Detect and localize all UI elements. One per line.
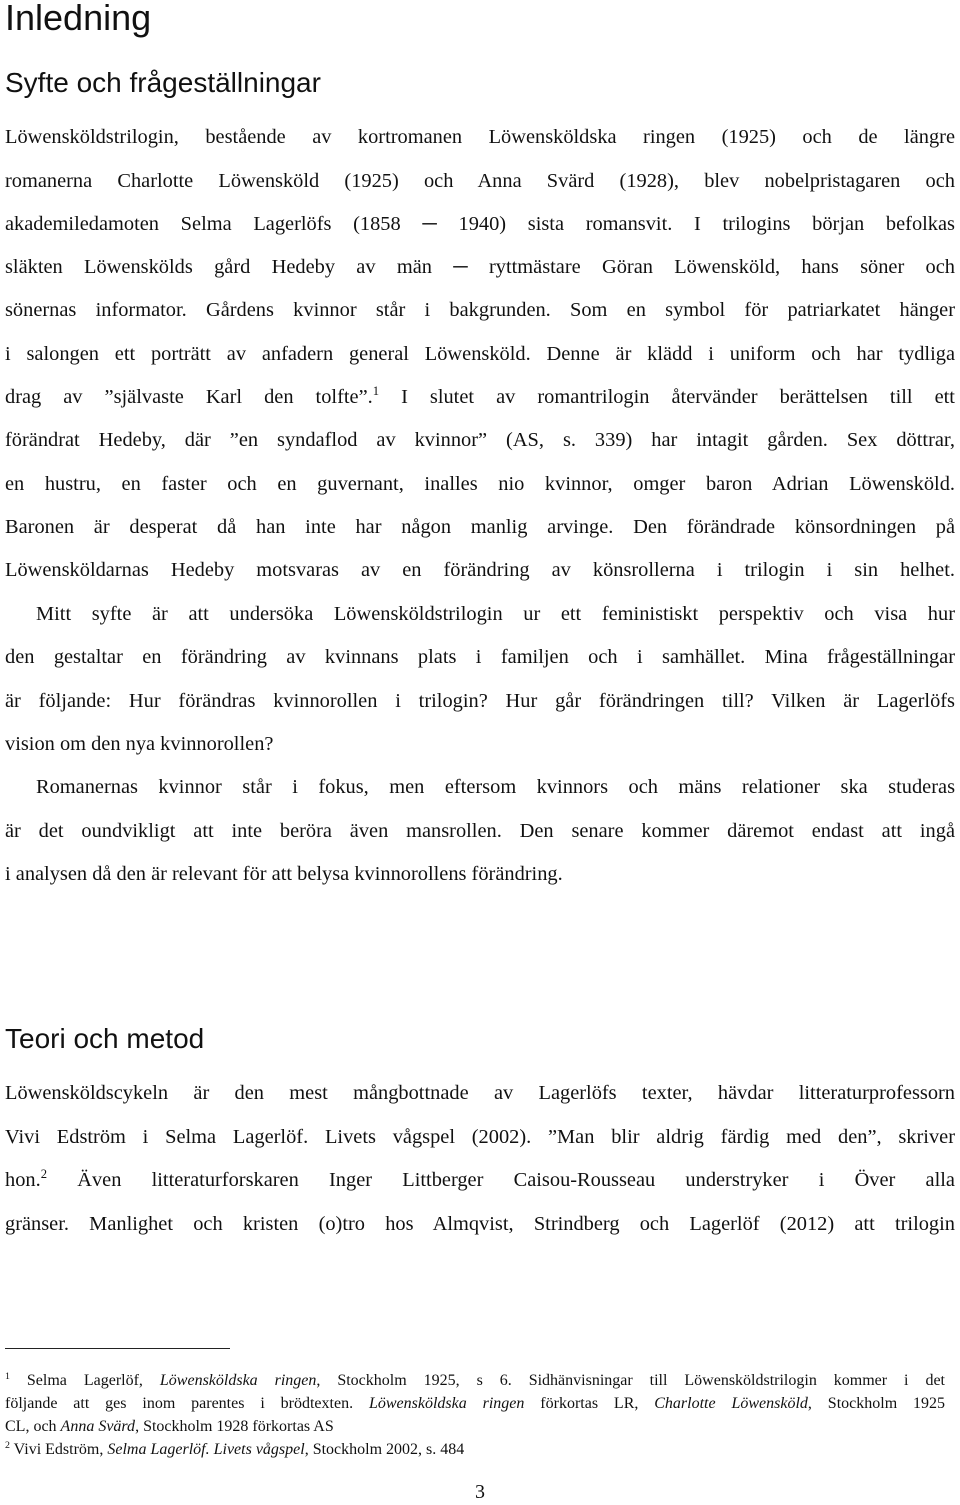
footnote-text: Vivi Edström, <box>13 1441 108 1458</box>
text-line: Löwensköldstrilogin, bestående av kortromanen Löwensköldska ringen (1925) och de längre <box>5 126 955 148</box>
text-line <box>5 384 955 410</box>
text-segment: I slutet av romantrilogin återvänder berättelsen till ett <box>401 386 955 408</box>
footnote-text: , Stockholm 1925, s 6. Sidhänvisningar till Löwensköldstrilogin kommer i det <box>316 1372 945 1389</box>
text-line: Baronen är desperat då han inte har någon manlig arvinge. Den förändrade könsordningen på <box>5 516 955 538</box>
text-segment: hon. <box>5 1169 41 1191</box>
footnote-2-line <box>5 1440 945 1460</box>
text-line: en hustru, en faster och en guvernant, inalles nio kvinnor, omger baron Adrian Löwensköld. <box>5 473 955 495</box>
footnote-1-line <box>5 1394 945 1414</box>
text-segment: drag av ”självaste Karl den tolfte”. <box>5 386 373 408</box>
text-line: Mitt syfte är att undersöka Löwensköldstrilogin ur ett feministiskt perspektiv och visa hur <box>36 603 955 625</box>
section-title-teori: Teori och metod <box>5 1023 205 1054</box>
footnote-title: Löwensköldska ringen <box>159 1372 317 1389</box>
footnote-title: Selma Lagerlöf. Livets vågspel <box>107 1441 305 1458</box>
footnote-title: Charlotte Löwensköld <box>654 1395 808 1412</box>
text-line <box>5 1167 955 1193</box>
text-line: Löwensköldarnas Hedeby motsvaras av en förändring av könsrollerna i trilogin i sin helhet. <box>5 559 955 581</box>
text-line: släkten Löwenskölds gård Hedeby av män ─ ryttmästare Göran Löwensköld, hans söner och <box>5 256 955 278</box>
text-line: i salongen ett porträtt av anfadern general Löwensköld. Denne är klädd i uniform och har tydliga <box>5 343 955 365</box>
page-number: 3 <box>475 1481 485 1503</box>
footnote-ref-2: 2 <box>40 1167 47 1182</box>
text-line: förändrat Hedeby, där ”en syndaflod av kvinnor” (AS, s. 339) har intagit gården. Sex döttrar, <box>5 429 955 451</box>
footnote-title: Löwensköldska ringen <box>368 1395 525 1412</box>
footnote-text: Selma Lagerlöf, <box>26 1372 160 1389</box>
footnote-ref-1: 1 <box>372 384 380 399</box>
footnote-text: , Stockholm 1925 <box>807 1395 945 1412</box>
text-segment: Även litteraturforskaren Inger Littberger Caisou-Rousseau understryker i Över alla <box>77 1169 955 1191</box>
text-line: i analysen då den är relevant för att belysa kvinnorollens förändring. <box>5 863 563 885</box>
footnote-text: förkortas LR, <box>524 1395 655 1412</box>
footnote-1-line <box>5 1371 945 1391</box>
page-heading: Inledning <box>5 0 152 38</box>
text-line: gränser. Manlighet och kristen (o)tro hos Almqvist, Strindberg och Lagerlöf (2012) att trilogin <box>5 1213 955 1235</box>
text-line: romanerna Charlotte Löwensköld (1925) och Anna Svärd (1928), blev nobelpristagaren och <box>5 170 955 192</box>
text-line: är det oundvikligt att inte beröra även mansrollen. Den senare kommer däremot endast att ingå <box>5 820 955 842</box>
footnote-text: , Stockholm 1928 förkortas AS <box>135 1418 334 1435</box>
text-line: är följande: Hur förändras kvinnorollen i trilogin? Hur går förändringen till? Vilken är Lagerlöfs <box>5 690 955 712</box>
text-line: Löwensköldscykeln är den mest mångbottnade av Lagerlöfs texter, hävdar litteraturprofessorn <box>5 1082 955 1104</box>
footnote-number: 1 <box>5 1371 10 1382</box>
text-line: Vivi Edström i Selma Lagerlöf. Livets vågspel (2002). ”Man blir aldrig färdig med den”, skriver <box>5 1126 955 1148</box>
footnote-number: 2 <box>5 1440 10 1451</box>
footnote-text: CL, och <box>5 1418 61 1435</box>
footnote-title: Anna Svärd <box>60 1418 136 1435</box>
footnote-text: följande att ges inom parentes i brödtexten. <box>5 1395 369 1412</box>
footnote-text: , Stockholm 2002, s. 484 <box>304 1441 465 1458</box>
text-line: den gestaltar en förändring av kvinnans plats i familjen och i samhället. Mina frågeställningar <box>5 646 955 668</box>
text-line: Romanernas kvinnor står i fokus, men eftersom kvinnors och mäns relationer ska studeras <box>36 776 955 798</box>
footnote-divider <box>5 1348 230 1349</box>
text-line: akademiledamoten Selma Lagerlöfs (1858 ─ 1940) sista romansvit. I trilogins början befolkas <box>5 213 955 235</box>
text-line: sönernas informator. Gårdens kvinnor står i bakgrunden. Som en symbol för patriarkatet hänger <box>5 299 955 321</box>
section-title-syfte: Syfte och frågeställningar <box>5 67 321 98</box>
footnote-1-line <box>5 1417 945 1437</box>
text-line: vision om den nya kvinnorollen? <box>5 733 274 755</box>
